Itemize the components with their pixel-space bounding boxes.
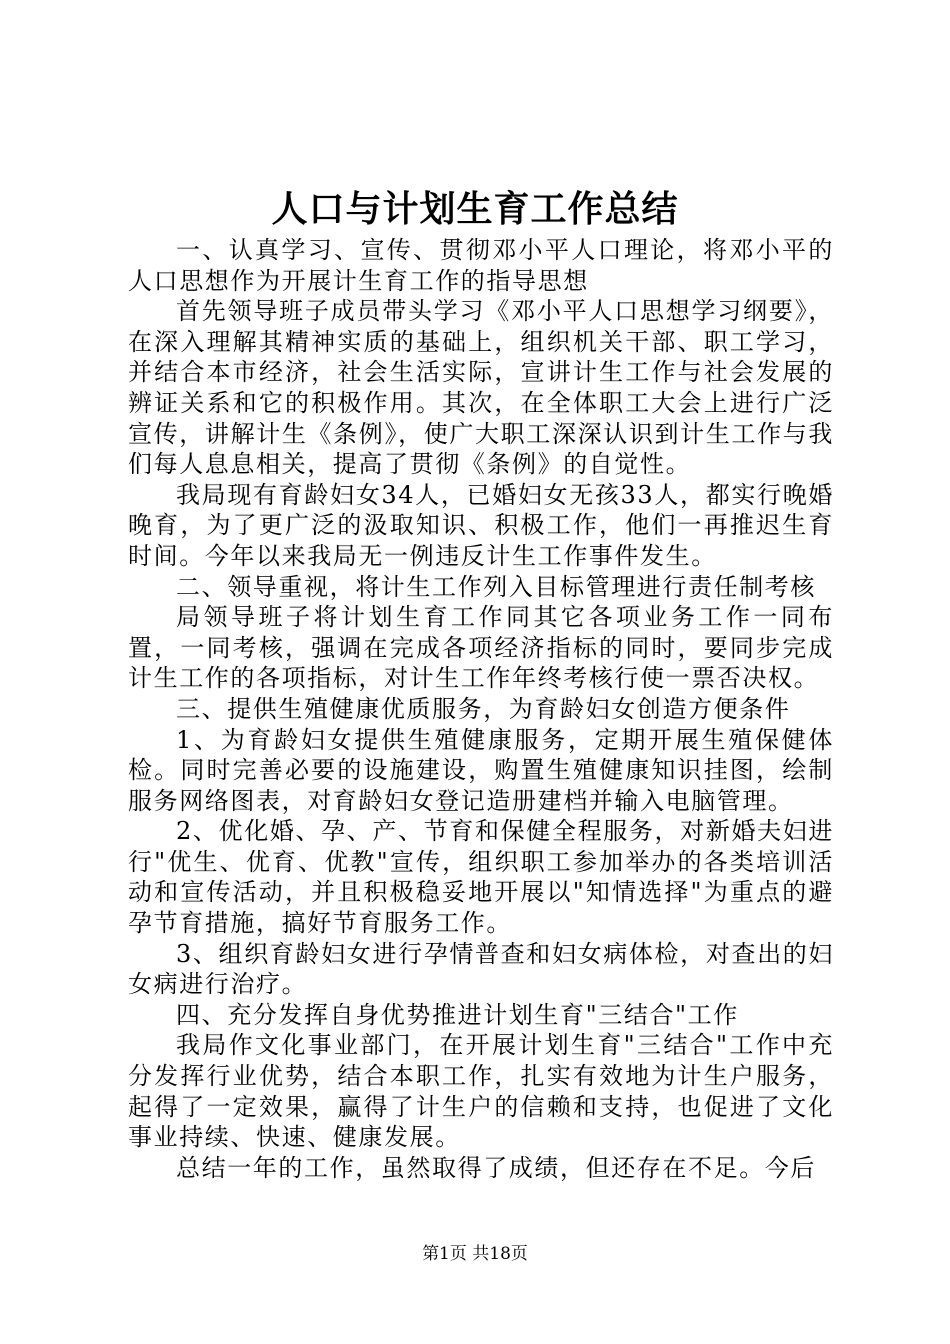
paragraph-conclusion: 总结一年的工作，虽然取得了成绩，但还存在不足。今后 (176, 1153, 816, 1182)
paragraph-section-3-heading: 三、提供生殖健康优质服务，为育龄妇女创造方便条件 (176, 694, 791, 723)
paragraph-item-2: 2、优化婚、孕、产、节育和保健全程服务，对新婚夫妇进行"优生、优育、优教"宣传，组织职工参加举办的各类培训活动和宣传活动，并且积极稳妥地开展以"知情选择"为重点的避孕节育措施，搞好节育服务工作。 (128, 817, 834, 938)
paragraph-section-1-heading: 一、认真学习、宣传、贯彻邓小平人口理论，将邓小平的人口思想作为开展计生育工作的指导思想 (128, 236, 834, 295)
paragraph-section-4-heading: 四、充分发挥自身优势推进计划生育"三结合"工作 (176, 1000, 739, 1029)
page-number-footer: 第1页 共18页 (422, 1244, 528, 1264)
paragraph-item-1: 1、为育龄妇女提供生殖健康服务，定期开展生殖保健体检。同时完善必要的设施建设，购置生殖健康知识挂图，绘制服务网络图表，对育龄妇女登记造册建档并输入电脑管理。 (128, 725, 834, 815)
paragraph-item-3: 3、组织育龄妇女进行孕情普查和妇女病体检，对查出的妇女病进行治疗。 (128, 939, 834, 999)
paragraph: 我局作文化事业部门，在开展计划生育"三结合"工作中充分发挥行业优势，结合本职工作，扎实有效地为计生户服务，起得了一定效果，赢得了计生户的信赖和支持，也促进了文化事业持续、快速、健康发展。 (128, 1031, 834, 1152)
document-body (128, 235, 834, 1183)
document-title: 人口与计划生育工作总结 (271, 188, 679, 230)
paragraph: 局领导班子将计划生育工作同其它各项业务工作一同布置，一同考核，强调在完成各项经济指标的同时，要同步完成计生工作的各项指标，对计生工作年终考核行使一票否决权。 (128, 603, 834, 693)
paragraph-section-2-heading: 二、领导重视，将计生工作列入目标管理进行责任制考核 (176, 572, 816, 601)
paragraph: 我局现有育龄妇女34人，已婚妇女无孩33人，都实行晚婚晚育，为了更广泛的汲取知识、积极工作，他们一再推迟生育时间。今年以来我局无一例违反计生工作事件发生。 (128, 480, 834, 570)
paragraph: 首先领导班子成员带头学习《邓小平人口思想学习纲要》，在深入理解其精神实质的基础上，组织机关干部、职工学习，并结合本市经济，社会生活实际，宣讲计生工作与社会发展的辨证关系和它的积极作用。其次，在全体职工大会上进行广泛宣传，讲解计生《条例》，使广大职工深深认识到计生工作与我们每人息息相关，提高了贯彻《条例》的自觉性。 (128, 297, 834, 479)
